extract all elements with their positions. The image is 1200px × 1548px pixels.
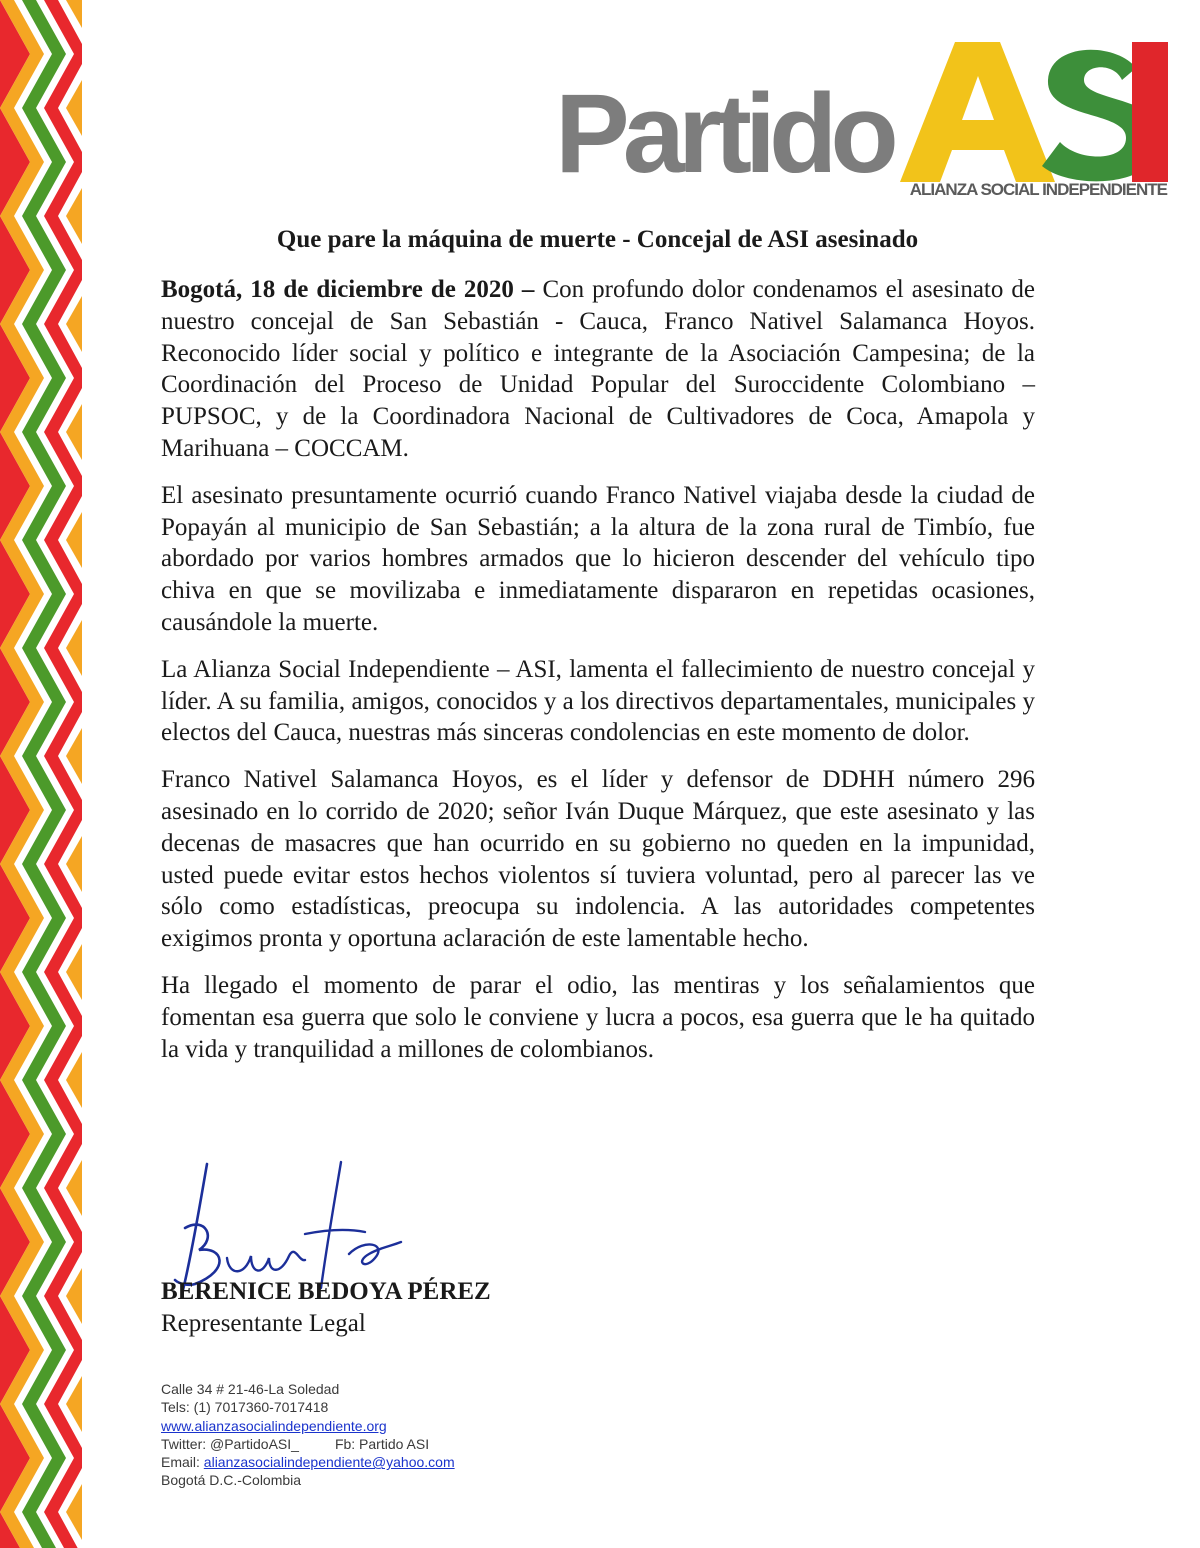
signer-name: BERENICE BEDOYA PÉREZ xyxy=(161,1278,491,1305)
footer-city: Bogotá D.C.-Colombia xyxy=(161,1472,302,1489)
paragraph-2: El asesinato presuntamente ocurrió cuando Franco Nativel viajaba desde la ciudad de Popayán al municipio de San Sebastián; a la altura de la zona rural de Timbío, fue abordado por varios hombres armados que lo hicieron descender del vehículo tipo chiva en que se movilizaba e inmediatamente dispararon en repetidas ocasiones, causándole la muerte. xyxy=(161,481,1035,636)
footer-phones: Tels: (1) 7017360-7017418 xyxy=(161,1399,329,1416)
footer-address: Calle 34 # 21-46-La Soledad xyxy=(161,1381,340,1397)
footer-email-label: Email: xyxy=(161,1454,200,1471)
paragraph-1-lead: Bogotá, 18 de diciembre de 2020 – xyxy=(161,276,535,303)
document-body xyxy=(161,274,1035,1080)
signer-block xyxy=(161,1276,491,1340)
footer-social xyxy=(161,1435,455,1453)
party-logo xyxy=(555,40,1170,205)
footer-facebook[interactable]: Fb: Partido ASI xyxy=(334,1435,430,1452)
logo-partido-text: Partido xyxy=(555,71,892,196)
email-link[interactable]: alianzasocialindependiente@yahoo.com xyxy=(203,1454,455,1471)
paragraph-3: La Alianza Social Independiente – ASI, lamenta el fallecimiento de nuestro concejal y líder. A su familia, amigos, conocidos y a los directivos departamentales, municipales y electos del Cauca, nuestras más sinceras condolencias en este momento de dolor. xyxy=(161,655,1035,747)
contact-footer xyxy=(161,1380,455,1490)
paragraph-1-text: Con profundo dolor condenamos el asesinato de nuestro concejal de San Sebastián - Cauca, Franco Nativel Salamanca Hoyos. Reconocido líder social y político e integrante de la Asociación Campesina; de la Coordinación del Proceso de Unidad Popular del Suroccidente Colombiano – PUPSOC, y de la Coordinadora Nacional de Cultivadores de Coca, Amapola y Marihuana – COCCAM. xyxy=(161,276,1035,462)
paragraph-1 xyxy=(161,274,1035,465)
footer-twitter[interactable]: Twitter: @PartidoASI_ xyxy=(161,1435,299,1452)
paragraph-5: Ha llegado el momento de parar el odio, las mentiras y los señalamientos que fomentan esa guerra que solo le conviene y lucra a pocos, esa guerra que le ha quitado la vida y tranquilidad a millones de colombianos. xyxy=(161,971,1035,1063)
paragraph-4: Franco Nativel Salamanca Hoyos, es el líder y defensor de DDHH número 296 asesinado en lo corrido de 2020; señor Iván Duque Márquez, que este asesinato y las decenas de masacres que han ocurrido en su gobierno no queden en la impunidad, usted puede evitar estos hechos violentos sí tuviera voluntad, pero al parecer las ve sólo como estadísticas, preocupa su indolencia. A las autoridades competentes exigimos pronta y oportuna aclaración de este lamentable hecho. xyxy=(161,766,1035,953)
logo-asi-mark xyxy=(900,40,1170,182)
footer-email-row xyxy=(161,1453,455,1471)
website-link[interactable]: www.alianzasocialindependiente.org xyxy=(161,1417,387,1434)
document-title: Que pare la máquina de muerte - Concejal de ASI asesinado xyxy=(276,226,919,253)
signer-role: Representante Legal xyxy=(161,1310,366,1337)
decorative-zigzag-border xyxy=(0,0,82,1548)
logo-subtitle: ALIANZA SOCIAL INDEPENDIENTE xyxy=(909,180,1167,199)
